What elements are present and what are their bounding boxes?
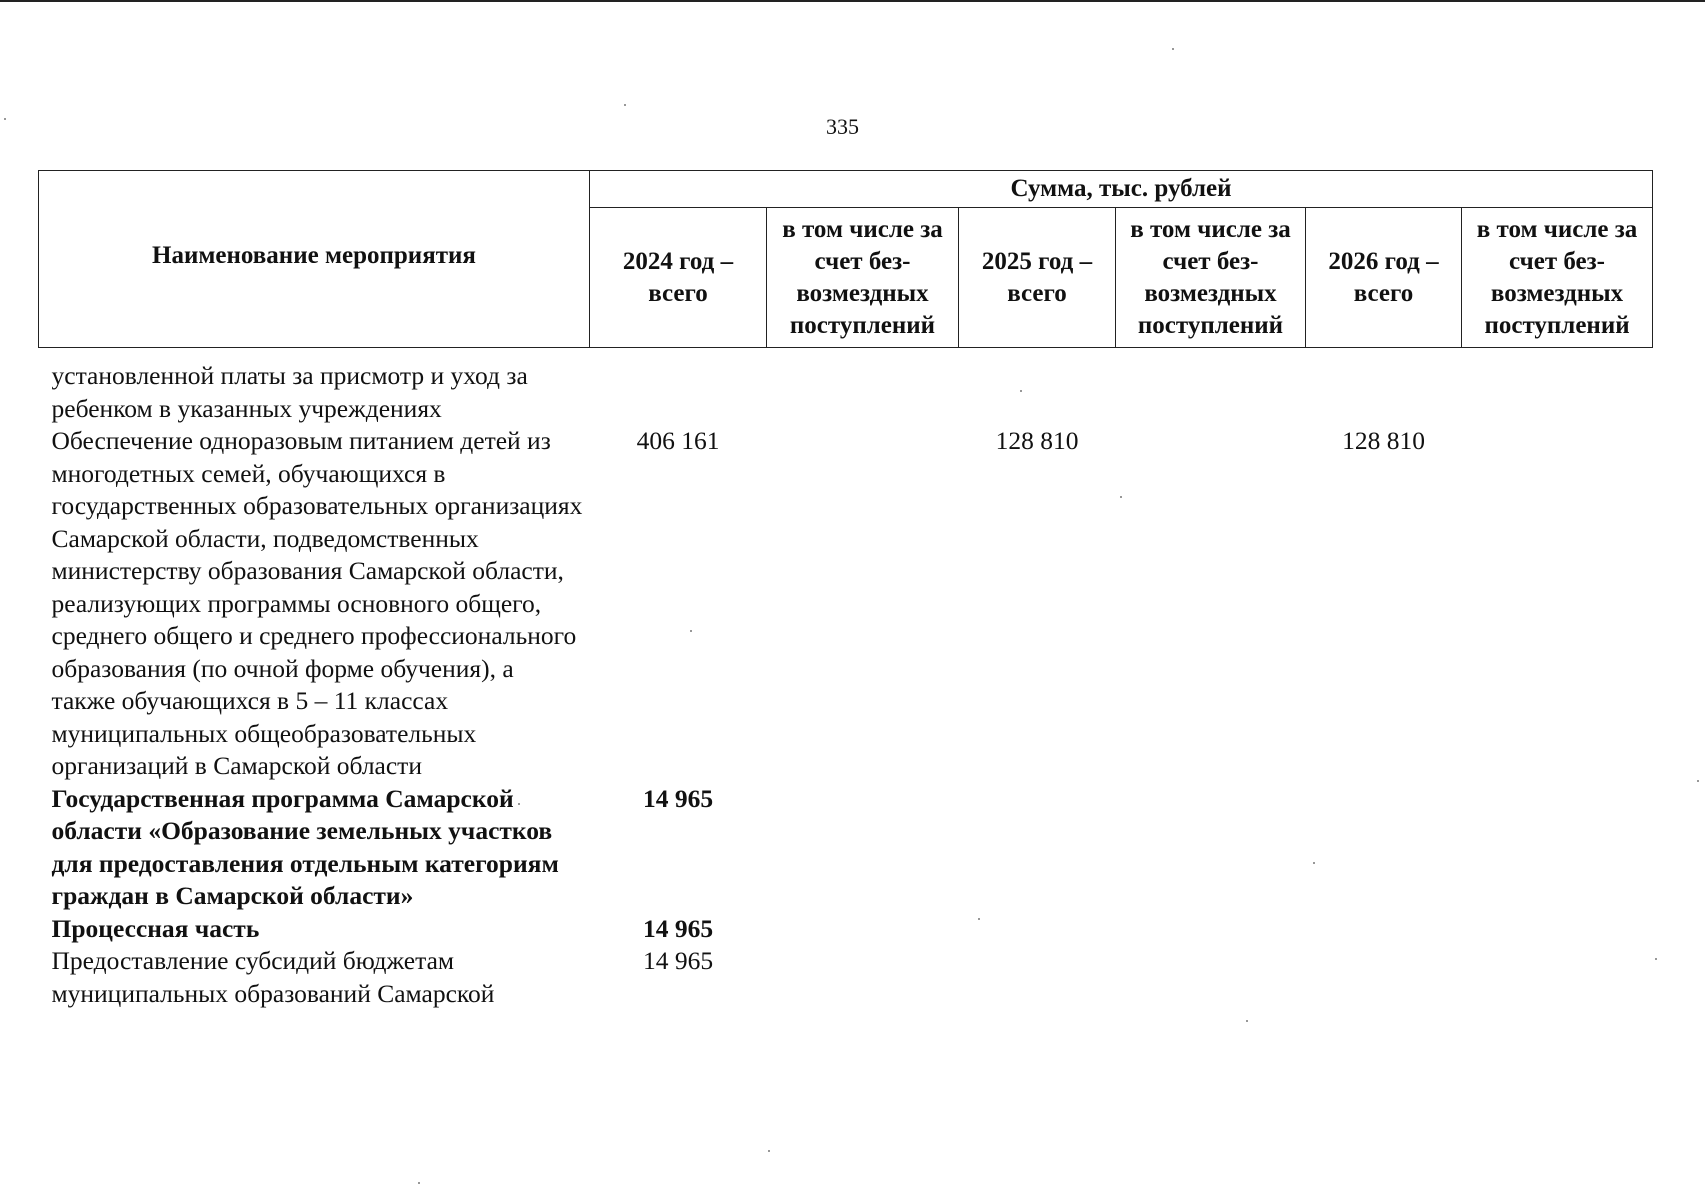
scan-speck (518, 803, 520, 805)
cell-2024-total: 14 965 (642, 946, 714, 975)
page-top-border (0, 0, 1705, 2)
row-name: Государственная программа Самарской области «Образование земельных участков для предоставления отдельным категориям граждан в Самарской области» (51, 783, 559, 910)
table-row (39, 348, 1653, 426)
cell-2024-grants (767, 945, 959, 1010)
cell-2026-total (1306, 783, 1462, 913)
table-row (39, 783, 1653, 913)
page-number: 335 (826, 114, 859, 139)
table-row (39, 425, 1653, 783)
scan-speck (1655, 958, 1657, 960)
cell-2025-total (959, 348, 1116, 426)
cell-2025-grants (1116, 945, 1306, 1010)
cell-2025-grants (1116, 348, 1306, 426)
table-body (39, 348, 1653, 1011)
header-2025-grants: в том числе за счет без-возмездных поступлений (1116, 208, 1306, 348)
row-name: установленной платы за присмотр и уход за ребенком в указанных учреждениях (51, 361, 528, 423)
row-name: Обеспечение одноразовым питанием детей из многодетных семей, обучающихся в государственных образовательных организациях Самарской области, подведомственных министерству образования Самарской области, реализующих программы основного общего, среднего общего и среднего профессионального образования (по очной форме обучения), а также обучающихся в 5 – 11 классах муниципальных общеобразовательных организаций в Самарской области (51, 426, 583, 780)
cell-2024-total (590, 348, 767, 426)
cell-2025-total (959, 913, 1116, 946)
row-name: Предоставление субсидий бюджетам муниципальных образований Самарской (51, 946, 495, 1008)
header-2024-total: 2024 год – всего (590, 208, 767, 348)
budget-table (38, 170, 1653, 1010)
scan-speck (690, 630, 692, 632)
header-name-column: Наименование мероприятия (39, 171, 590, 348)
scan-speck (1246, 1020, 1248, 1022)
scan-speck (1120, 496, 1122, 498)
cell-2025-total: 128 810 (995, 426, 1079, 455)
cell-2025-grants (1116, 913, 1306, 946)
table-row (39, 945, 1653, 1010)
cell-2026-total: 128 810 (1342, 426, 1425, 455)
header-2026-total: 2026 год – всего (1306, 208, 1462, 348)
scan-speck (418, 1182, 420, 1184)
cell-2025-grants (1116, 425, 1306, 783)
cell-2024-grants (767, 425, 959, 783)
cell-2026-total (1306, 348, 1462, 426)
cell-2025-total (959, 783, 1116, 913)
header-2026-grants: в том числе за счет без-возмездных поступлений (1462, 208, 1653, 348)
scan-speck (4, 118, 6, 120)
scan-speck (624, 104, 626, 106)
cell-2024-grants (767, 348, 959, 426)
cell-2025-grants (1116, 783, 1306, 913)
scan-speck (768, 1150, 770, 1152)
header-2024-grants: в том числе за счет без-возмездных поступлений (767, 208, 959, 348)
cell-2024-grants (767, 913, 959, 946)
header-2025-total: 2025 год – всего (959, 208, 1116, 348)
scan-speck (1697, 780, 1699, 782)
scan-speck (1313, 862, 1315, 864)
scan-speck (978, 918, 980, 920)
cell-2024-total: 14 965 (642, 913, 714, 943)
cell-2026-grants (1462, 425, 1653, 783)
cell-2026-total (1306, 913, 1462, 946)
header-sum-group: Сумма, тыс. рублей (590, 171, 1653, 208)
cell-2026-grants (1462, 913, 1653, 946)
cell-2026-grants (1462, 945, 1653, 1010)
cell-2025-total (959, 945, 1116, 1010)
cell-2024-grants (767, 783, 959, 913)
table-header (39, 171, 1653, 348)
row-name: Процессная часть (51, 913, 260, 943)
cell-2026-grants (1462, 783, 1653, 913)
scan-speck (1020, 390, 1022, 392)
cell-2024-total: 406 161 (636, 426, 720, 455)
table-row (39, 913, 1653, 946)
cell-2026-total (1306, 945, 1462, 1010)
cell-2024-total: 14 965 (642, 783, 714, 813)
scan-speck (1172, 48, 1174, 50)
cell-2026-grants (1462, 348, 1653, 426)
